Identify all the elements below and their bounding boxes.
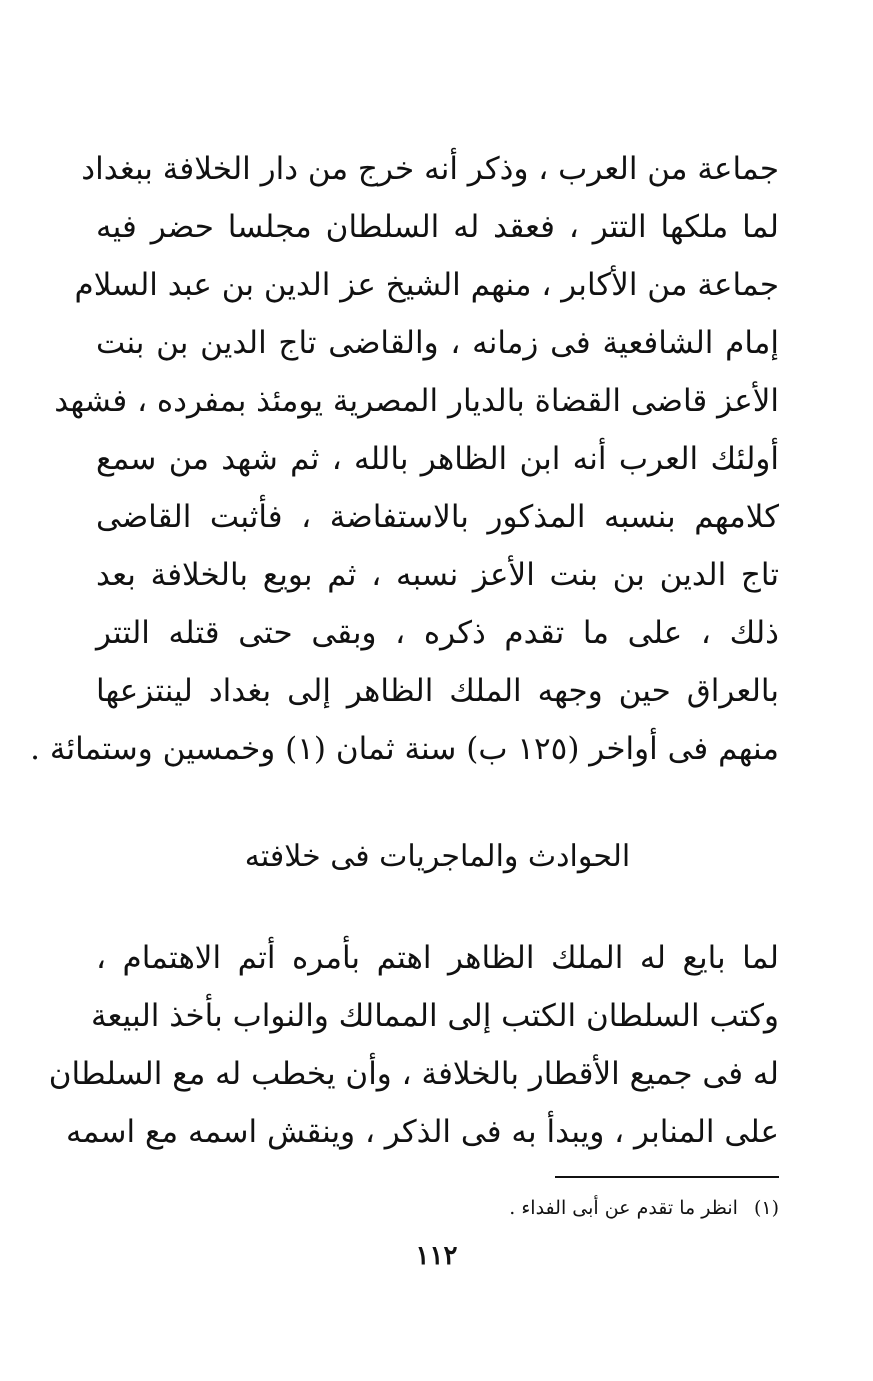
text-line: لما بايع له الملك الظاهر اهتم بأمره أتم الاهتمام ، xyxy=(96,940,779,976)
text-line: وكتب السلطان الكتب إلى الممالك والنواب بأخذ البيعة xyxy=(91,998,779,1034)
text-line: ذلك ، على ما تقدم ذكره ، وبقى حتى قتله التتر xyxy=(96,615,779,651)
text-line: منهم فى أواخر (١٢٥ ب) سنة ثمان (١) وخمسين وستمائة . xyxy=(30,731,779,767)
page-number: ١١٢ xyxy=(415,1241,458,1271)
text-line: لما ملكها التتر ، فعقد له السلطان مجلسا حضر فيه xyxy=(96,209,779,245)
text-line: أولئك العرب أنه ابن الظاهر بالله ، ثم شهد من سمع xyxy=(96,441,779,477)
text-line: بالعراق حين وجهه الملك الظاهر إلى بغداد لينتزعها xyxy=(96,673,779,709)
footnote-text: انظر ما تقدم عن أبى الفداء . xyxy=(509,1197,738,1219)
footnote xyxy=(509,1193,779,1223)
footnote-divider xyxy=(555,1176,779,1178)
text-line: جماعة من الأكابر ، منهم الشيخ عز الدين بن عبد السلام xyxy=(74,267,779,303)
text-line: له فى جميع الأقطار بالخلافة ، وأن يخطب له مع السلطان xyxy=(48,1056,779,1092)
footnote-marker: (١) xyxy=(753,1197,779,1219)
text-line: جماعة من العرب ، وذكر أنه خرج من دار الخلافة ببغداد xyxy=(81,151,779,187)
text-line: على المنابر ، ويبدأ به فى الذكر ، وينقش اسمه مع اسمه xyxy=(66,1114,779,1150)
section-heading: الحوادث والماجريات فى خلافته xyxy=(244,839,631,874)
paragraph xyxy=(30,140,779,778)
text-line: إمام الشافعية فى زمانه ، والقاضى تاج الدين بن بنت xyxy=(96,325,779,361)
text-line: تاج الدين بن بنت الأعز نسبه ، ثم بويع بالخلافة بعد xyxy=(96,557,779,593)
paragraph xyxy=(48,929,779,1161)
text-line: الأعز قاضى القضاة بالديار المصرية يومئذ بمفرده ، فشهد xyxy=(54,383,779,419)
text-line: كلامهم بنسبه المذكور بالاستفاضة ، فأثبت القاضى xyxy=(96,499,779,535)
